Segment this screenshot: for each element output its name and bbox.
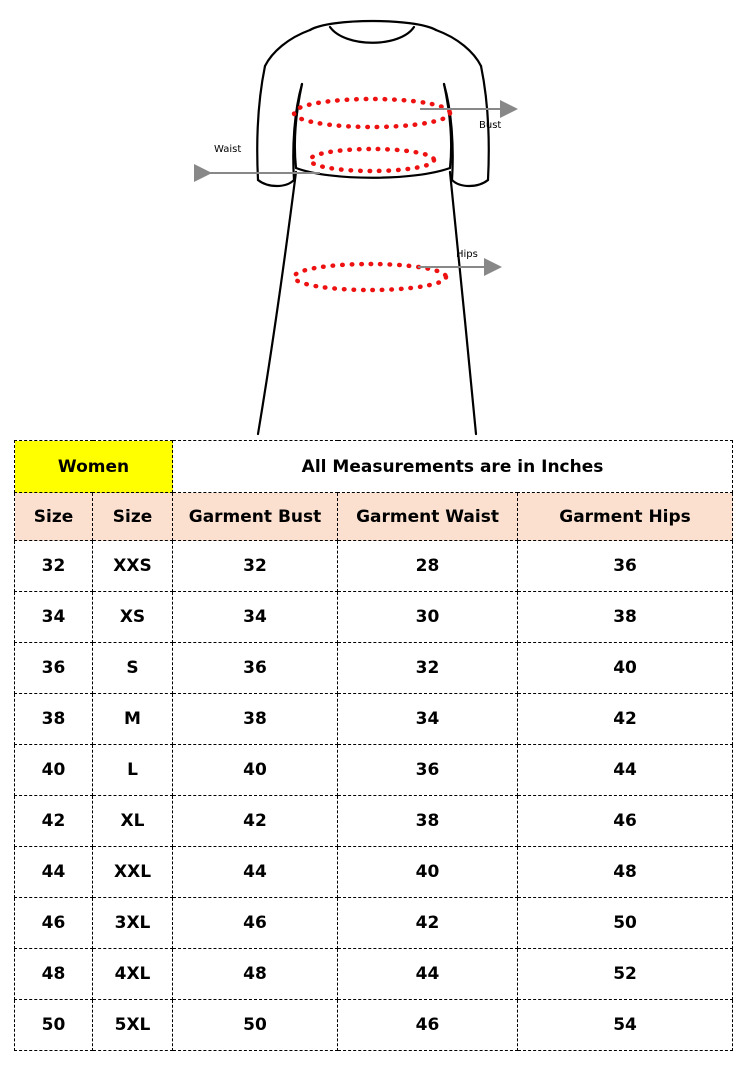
header-garment-hips: Garment Hips (518, 493, 733, 541)
cell-waist: 44 (338, 949, 518, 1000)
cell-size-numeric: 40 (15, 745, 93, 796)
cell-size-numeric: 38 (15, 694, 93, 745)
cell-size-alpha: 5XL (93, 1000, 173, 1051)
cell-waist: 32 (338, 643, 518, 694)
waist-measure-ellipse (310, 149, 434, 171)
cell-bust: 36 (173, 643, 338, 694)
cell-waist: 38 (338, 796, 518, 847)
cell-size-numeric: 42 (15, 796, 93, 847)
header-size-alpha: Size (93, 493, 173, 541)
cell-hips: 38 (518, 592, 733, 643)
table-row (15, 898, 733, 949)
cell-hips: 36 (518, 541, 733, 592)
cell-size-alpha: S (93, 643, 173, 694)
cell-hips: 46 (518, 796, 733, 847)
cell-size-alpha: XXS (93, 541, 173, 592)
cell-waist: 42 (338, 898, 518, 949)
table-row (15, 745, 733, 796)
cell-bust: 50 (173, 1000, 338, 1051)
table-header-row (15, 493, 733, 541)
hips-label: Hips (456, 249, 478, 260)
cell-size-numeric: 32 (15, 541, 93, 592)
table-row (15, 949, 733, 1000)
cell-hips: 40 (518, 643, 733, 694)
table-row (15, 1000, 733, 1051)
cell-waist: 28 (338, 541, 518, 592)
cell-size-alpha: XXL (93, 847, 173, 898)
cell-size-numeric: 36 (15, 643, 93, 694)
table-row (15, 541, 733, 592)
cell-bust: 34 (173, 592, 338, 643)
title-measurements-cell: All Measurements are in Inches (173, 441, 733, 493)
cell-bust: 32 (173, 541, 338, 592)
dress-figure-svg (0, 0, 746, 438)
cell-size-alpha: L (93, 745, 173, 796)
bust-label: Bust (479, 120, 502, 131)
table-row (15, 592, 733, 643)
table-row (15, 847, 733, 898)
cell-size-numeric: 50 (15, 1000, 93, 1051)
cell-bust: 48 (173, 949, 338, 1000)
cell-hips: 44 (518, 745, 733, 796)
cell-bust: 42 (173, 796, 338, 847)
cell-size-alpha: XL (93, 796, 173, 847)
cell-size-numeric: 46 (15, 898, 93, 949)
dress-outline (257, 21, 488, 434)
waist-label: Waist (214, 144, 242, 155)
table-row (15, 796, 733, 847)
cell-bust: 38 (173, 694, 338, 745)
header-size-numeric: Size (15, 493, 93, 541)
title-women-cell: Women (15, 441, 173, 493)
cell-waist: 36 (338, 745, 518, 796)
cell-waist: 40 (338, 847, 518, 898)
cell-waist: 30 (338, 592, 518, 643)
dress-measurement-illustration (0, 0, 746, 438)
header-garment-bust: Garment Bust (173, 493, 338, 541)
cell-size-numeric: 34 (15, 592, 93, 643)
header-garment-waist: Garment Waist (338, 493, 518, 541)
cell-waist: 34 (338, 694, 518, 745)
cell-bust: 44 (173, 847, 338, 898)
cell-size-alpha: M (93, 694, 173, 745)
cell-hips: 48 (518, 847, 733, 898)
cell-bust: 46 (173, 898, 338, 949)
cell-size-alpha: XS (93, 592, 173, 643)
cell-hips: 50 (518, 898, 733, 949)
cell-size-numeric: 48 (15, 949, 93, 1000)
cell-size-alpha: 4XL (93, 949, 173, 1000)
cell-hips: 54 (518, 1000, 733, 1051)
size-chart-table (14, 440, 733, 1051)
bust-measure-ellipse (294, 99, 450, 127)
table-row (15, 694, 733, 745)
cell-size-alpha: 3XL (93, 898, 173, 949)
cell-hips: 52 (518, 949, 733, 1000)
cell-waist: 46 (338, 1000, 518, 1051)
cell-bust: 40 (173, 745, 338, 796)
cell-hips: 42 (518, 694, 733, 745)
table-title-row (15, 441, 733, 493)
cell-size-numeric: 44 (15, 847, 93, 898)
size-chart-table-wrap (14, 440, 732, 1051)
table-row (15, 643, 733, 694)
